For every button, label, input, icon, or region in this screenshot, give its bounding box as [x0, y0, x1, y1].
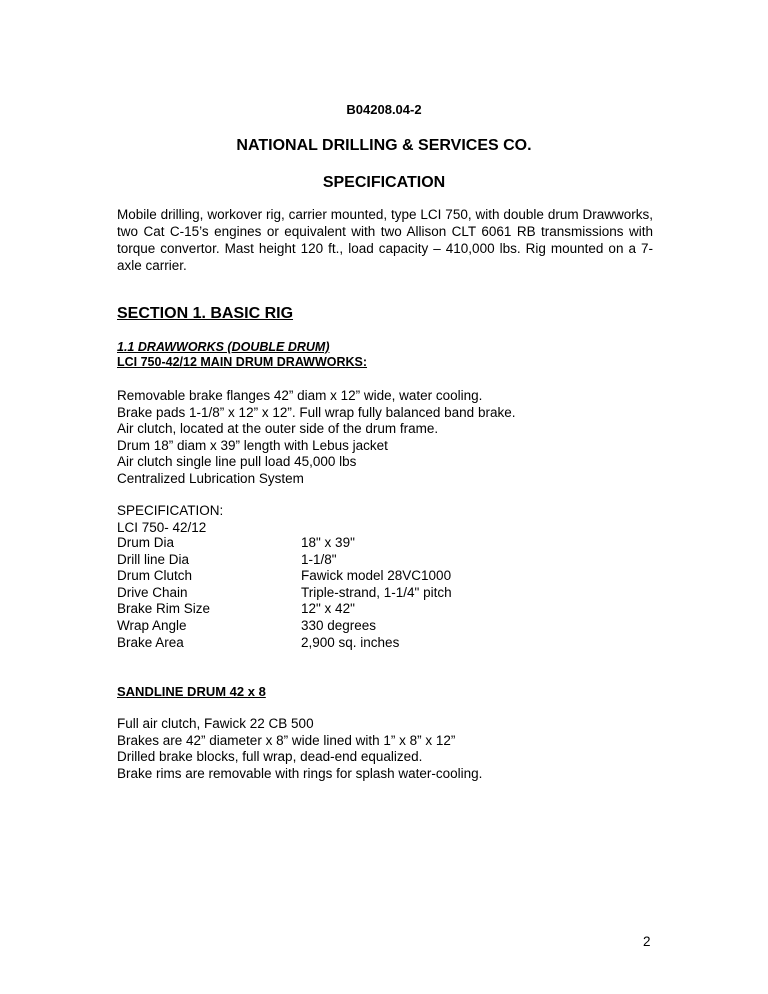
main-drum-heading: LCI 750-42/12 MAIN DRUM DRAWWORKS:	[117, 355, 368, 369]
intro-paragraph: Mobile drilling, workover rig, carrier mounted, type LCI 750, with double drum Drawworks, two Cat C-15’s engines or equivalent with two Allison CLT 6061 RB transmissions with torque convertor. Mast height 120 ft., load capacity – 410,000 lbs. Rig mounted on a 7-axle carrier.	[117, 207, 653, 273]
spec-label: Wrap Angle	[117, 617, 187, 633]
spec-label: Drill line Dia	[117, 551, 190, 567]
spec-label: Drive Chain	[117, 584, 188, 600]
list-item: Removable brake flanges 42” diam x 12” wide, water cooling.	[117, 388, 483, 403]
document-title: SPECIFICATION	[322, 174, 446, 191]
spec-value: 18" x 39"	[301, 535, 355, 550]
sandline-feature-list	[117, 716, 482, 782]
list-item: Brakes are 42” diameter x 8” wide lined with 1” x 8” x 12”	[117, 732, 456, 748]
spec-value: Fawick model 28VC1000	[301, 568, 452, 584]
spec-label: Drum Clutch	[117, 568, 193, 584]
drawworks-feature-list	[117, 388, 515, 488]
spec-table	[117, 535, 452, 651]
list-item: Brake rims are removable with rings for splash water-cooling.	[117, 765, 483, 781]
spec-value: Triple-strand, 1-1/4" pitch	[301, 584, 452, 600]
list-item: Centralized Lubrication System	[117, 470, 304, 486]
subsection-heading: 1.1 DRAWWORKS (DOUBLE DRUM)	[117, 340, 330, 354]
table-row	[117, 535, 452, 552]
company-name: NATIONAL DRILLING & SERVICES CO.	[236, 137, 532, 154]
spec-heading: SPECIFICATION:	[117, 503, 224, 518]
table-row	[117, 601, 452, 618]
list-item: Brake pads 1-1/8” x 12” x 12”. Full wrap fully balanced band brake.	[117, 404, 516, 420]
list-item: Full air clutch, Fawick 22 CB 500	[117, 716, 314, 731]
table-row	[117, 618, 452, 635]
spec-model: LCI 750- 42/12	[117, 519, 207, 535]
list-item: Drilled brake blocks, full wrap, dead-end equalized.	[117, 749, 423, 765]
spec-value: 12" x 42"	[301, 601, 355, 617]
sandline-heading: SANDLINE DRUM 42 x 8	[117, 684, 266, 699]
table-row	[117, 585, 452, 602]
spec-label: Brake Area	[117, 634, 184, 650]
page-number: 2	[643, 934, 651, 949]
list-item: Air clutch, located at the outer side of the drum frame.	[117, 421, 439, 437]
list-item: Air clutch single line pull load 45,000 lbs	[117, 454, 357, 470]
section-heading: SECTION 1. BASIC RIG	[117, 305, 294, 322]
spec-label: Drum Dia	[117, 535, 175, 550]
spec-label: Brake Rim Size	[117, 601, 211, 617]
list-item: Drum 18” diam x 39” length with Lebus jacket	[117, 437, 388, 453]
document-id: B04208.04-2	[346, 102, 422, 117]
spec-value: 2,900 sq. inches	[301, 634, 400, 650]
spec-heading-block	[117, 503, 223, 536]
table-row	[117, 568, 452, 585]
table-row	[117, 635, 452, 652]
spec-value: 330 degrees	[301, 617, 377, 633]
spec-value: 1-1/8"	[301, 551, 337, 567]
table-row	[117, 552, 452, 569]
